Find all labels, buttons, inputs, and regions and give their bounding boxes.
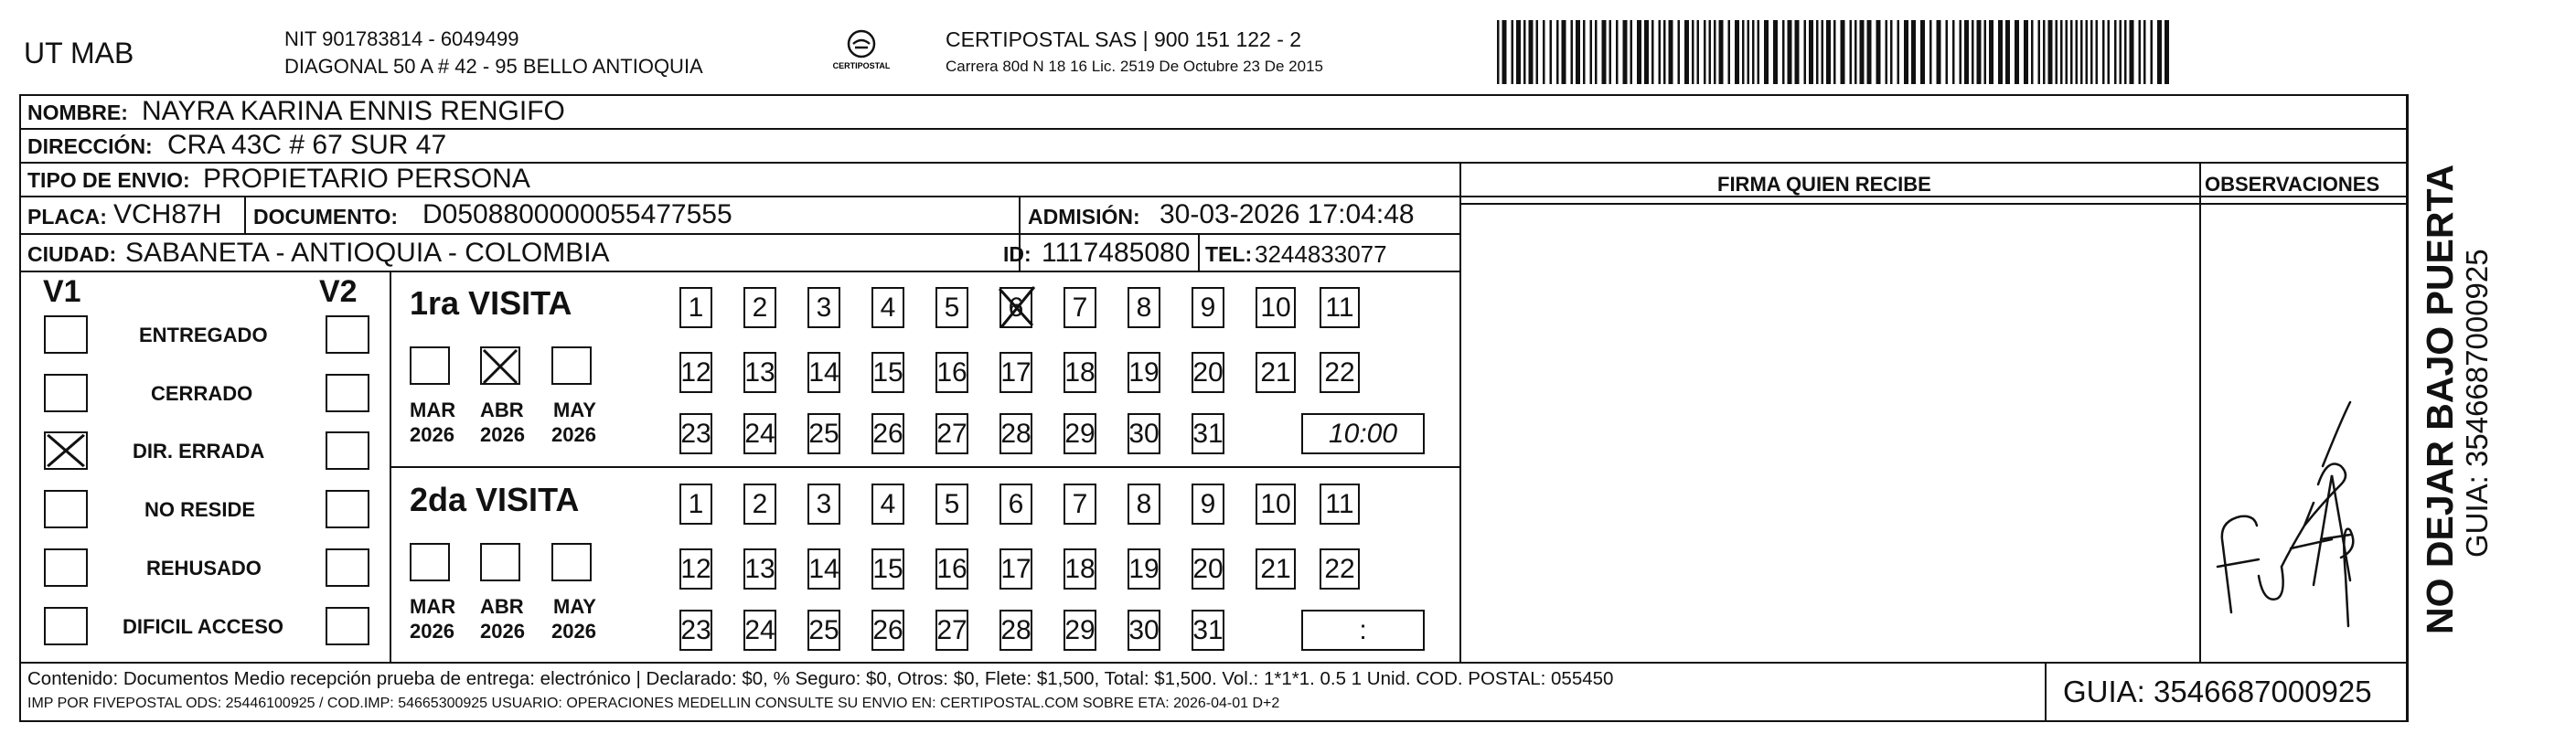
year-label: 2026 xyxy=(551,620,596,643)
v1-checkbox[interactable] xyxy=(44,490,88,528)
day-checkbox[interactable]: 4 xyxy=(871,484,904,525)
day-checkbox[interactable]: 18 xyxy=(1064,548,1096,590)
direccion-value: CRA 43C # 67 SUR 47 xyxy=(167,130,447,160)
day-checkbox[interactable]: 30 xyxy=(1128,413,1160,454)
day-checkbox[interactable]: 1 xyxy=(679,287,712,328)
tipo-envio-label: TIPO DE ENVIO: xyxy=(27,168,190,192)
day-checkbox[interactable]: 20 xyxy=(1192,548,1224,590)
day-checkbox[interactable]: 28 xyxy=(999,413,1032,454)
day-checkbox[interactable]: 2 xyxy=(743,287,776,328)
v2-checkbox[interactable] xyxy=(326,548,369,587)
nombre-value: NAYRA KARINA ENNIS RENGIFO xyxy=(142,96,565,126)
side-guia: GUIA: 3546687000925 xyxy=(2460,249,2494,558)
day-checkbox[interactable]: 8 xyxy=(1128,287,1160,328)
status-label: ENTREGADO xyxy=(139,324,268,346)
day-cross-mark xyxy=(996,283,1038,331)
day-checkbox[interactable]: 6 xyxy=(999,484,1032,525)
v2-checkbox[interactable] xyxy=(326,315,369,354)
day-checkbox[interactable]: 13 xyxy=(743,548,776,590)
ciudad-value: SABANETA - ANTIOQUIA - COLOMBIA xyxy=(125,238,610,268)
month-label: MAR xyxy=(410,399,456,421)
year-label: 2026 xyxy=(551,423,596,446)
nombre-label: NOMBRE: xyxy=(27,101,128,124)
v1-checkbox[interactable] xyxy=(44,607,88,645)
tel-value: 3244833077 xyxy=(1255,240,1387,268)
month-label: MAR xyxy=(410,595,456,618)
company-nit: NIT 901783814 - 6049499 xyxy=(284,27,519,50)
day-checkbox[interactable]: 25 xyxy=(807,413,840,454)
day-checkbox[interactable]: 15 xyxy=(871,352,904,393)
month-label: MAY xyxy=(553,595,596,618)
day-checkbox[interactable]: 8 xyxy=(1128,484,1160,525)
day-checkbox[interactable]: 12 xyxy=(679,352,712,393)
day-checkbox[interactable]: 3 xyxy=(807,484,840,525)
month-label: MAY xyxy=(553,399,596,421)
certipostal-logo xyxy=(818,27,905,75)
placa-label: PLACA: xyxy=(27,205,107,229)
v1-checkbox[interactable] xyxy=(44,315,88,354)
id-value: 1117485080 xyxy=(1042,238,1191,268)
day-checkbox[interactable]: 15 xyxy=(871,548,904,590)
day-checkbox[interactable]: 9 xyxy=(1192,287,1224,328)
barcode xyxy=(1497,20,2179,84)
day-checkbox[interactable]: 14 xyxy=(807,548,840,590)
day-checkbox[interactable]: 25 xyxy=(807,610,840,651)
day-checkbox[interactable]: 6 xyxy=(999,287,1032,328)
svg-text:CERTIPOSTAL: CERTIPOSTAL xyxy=(832,61,891,70)
day-checkbox[interactable]: 20 xyxy=(1192,352,1224,393)
v2-checkbox[interactable] xyxy=(326,431,369,470)
observaciones-header: OBSERVACIONES xyxy=(2205,173,2380,196)
day-checkbox[interactable]: 9 xyxy=(1192,484,1224,525)
month-checkbox[interactable] xyxy=(480,543,520,581)
footer-guia: GUIA: 3546687000925 xyxy=(2063,675,2372,708)
day-checkbox[interactable]: 11 xyxy=(1320,287,1360,328)
carrier-license: Carrera 80d N 18 16 Lic. 2519 De Octubre 23 De 2015 xyxy=(946,58,1323,75)
day-checkbox[interactable]: 5 xyxy=(935,484,968,525)
direccion-label: DIRECCIÓN: xyxy=(27,134,153,158)
year-label: 2026 xyxy=(410,620,454,643)
ciudad-label: CIUDAD: xyxy=(27,242,117,266)
day-checkbox[interactable]: 29 xyxy=(1064,413,1096,454)
day-checkbox[interactable]: 7 xyxy=(1064,287,1096,328)
tipo-envio-value: PROPIETARIO PERSONA xyxy=(203,164,530,194)
day-checkbox[interactable]: 27 xyxy=(935,610,968,651)
status-label: REHUSADO xyxy=(146,557,262,580)
month-checkbox[interactable] xyxy=(551,543,592,581)
day-checkbox[interactable]: 13 xyxy=(743,352,776,393)
visit-time-field[interactable]: : xyxy=(1301,610,1425,651)
day-checkbox[interactable]: 2 xyxy=(743,484,776,525)
company-address: DIAGONAL 50 A # 42 - 95 BELLO ANTIOQUIA xyxy=(284,55,703,78)
day-checkbox[interactable]: 1 xyxy=(679,484,712,525)
month-checkbox[interactable] xyxy=(410,346,450,385)
month-checkbox[interactable] xyxy=(551,346,592,385)
day-checkbox[interactable]: 30 xyxy=(1128,610,1160,651)
day-checkbox[interactable]: 21 xyxy=(1256,352,1296,393)
visit-title: 2da VISITA xyxy=(410,481,580,518)
day-checkbox[interactable]: 16 xyxy=(935,352,968,393)
day-checkbox[interactable]: 21 xyxy=(1256,548,1296,590)
handwritten-observation xyxy=(2204,366,2368,631)
v2-checkbox[interactable] xyxy=(326,490,369,528)
visit-title: 1ra VISITA xyxy=(410,284,572,322)
day-checkbox[interactable]: 22 xyxy=(1320,548,1360,590)
v1-checkbox[interactable] xyxy=(44,431,88,470)
day-checkbox[interactable]: 23 xyxy=(679,413,712,454)
v2-checkbox[interactable] xyxy=(326,607,369,645)
day-checkbox[interactable]: 23 xyxy=(679,610,712,651)
carrier-name: CERTIPOSTAL SAS | 900 151 122 - 2 xyxy=(946,27,1302,51)
day-checkbox[interactable]: 10 xyxy=(1256,287,1296,328)
day-checkbox[interactable]: 28 xyxy=(999,610,1032,651)
day-checkbox[interactable]: 31 xyxy=(1192,413,1224,454)
footer-imp: IMP POR FIVEPOSTAL ODS: 25446100925 / COD.IMP: 54665300925 USUARIO: OPERACIONES MEDELLIN CONSULTE SU ENVIO EN: CERTIPOSTAL.COM SOBRE ETA: 2026-04-01 D+2 xyxy=(27,696,1280,711)
id-label: ID: xyxy=(1003,242,1031,266)
day-checkbox[interactable]: 18 xyxy=(1064,352,1096,393)
documento-label: DOCUMENTO: xyxy=(253,205,399,229)
day-checkbox[interactable]: 27 xyxy=(935,413,968,454)
day-checkbox[interactable]: 14 xyxy=(807,352,840,393)
month-label: ABR xyxy=(480,595,524,618)
footer-content: Contenido: Documentos Medio recepción prueba de entrega: electrónico | Declarado: $0, % Seguro: $0, Otros: $0, Flete: $1,500, Total: $1,500. Vol.: 1*1*1. 0.5 1 Unid. COD. POSTAL: 055450 xyxy=(27,668,1614,689)
company-name: UT MAB xyxy=(24,37,134,69)
day-checkbox[interactable]: 12 xyxy=(679,548,712,590)
day-checkbox[interactable]: 17 xyxy=(999,548,1032,590)
status-label: DIR. ERRADA xyxy=(133,440,265,463)
no-dejar-warning: NO DEJAR BAJO PUERTA xyxy=(2419,164,2461,634)
day-checkbox[interactable]: 26 xyxy=(871,413,904,454)
year-label: 2026 xyxy=(480,620,525,643)
v2-checkbox[interactable] xyxy=(326,374,369,412)
day-checkbox[interactable]: 24 xyxy=(743,610,776,651)
status-label: DIFICIL ACCESO xyxy=(123,615,284,638)
day-checkbox[interactable]: 19 xyxy=(1128,548,1160,590)
day-checkbox[interactable]: 7 xyxy=(1064,484,1096,525)
day-checkbox[interactable]: 3 xyxy=(807,287,840,328)
day-checkbox[interactable]: 19 xyxy=(1128,352,1160,393)
year-label: 2026 xyxy=(480,423,525,446)
v1-checkbox[interactable] xyxy=(44,374,88,412)
day-checkbox[interactable]: 5 xyxy=(935,287,968,328)
day-checkbox[interactable]: 29 xyxy=(1064,610,1096,651)
day-checkbox[interactable]: 10 xyxy=(1256,484,1296,525)
month-label: ABR xyxy=(480,399,524,421)
day-checkbox[interactable]: 22 xyxy=(1320,352,1360,393)
day-checkbox[interactable]: 17 xyxy=(999,352,1032,393)
day-checkbox[interactable]: 16 xyxy=(935,548,968,590)
status-label: NO RESIDE xyxy=(144,498,256,521)
month-checkbox[interactable] xyxy=(480,346,520,385)
day-checkbox[interactable]: 26 xyxy=(871,610,904,651)
day-checkbox[interactable]: 11 xyxy=(1320,484,1360,525)
v2-header: V2 xyxy=(319,274,358,309)
day-checkbox[interactable]: 24 xyxy=(743,413,776,454)
day-checkbox[interactable]: 4 xyxy=(871,287,904,328)
v1-header: V1 xyxy=(43,274,81,309)
firma-header: FIRMA QUIEN RECIBE xyxy=(1717,173,1931,196)
tel-label: TEL: xyxy=(1205,242,1253,266)
placa-value: VCH87H xyxy=(113,199,222,229)
day-checkbox[interactable]: 31 xyxy=(1192,610,1224,651)
admision-label: ADMISIÓN: xyxy=(1028,205,1140,229)
year-label: 2026 xyxy=(410,423,454,446)
status-label: CERRADO xyxy=(151,382,253,405)
documento-value: D0508800000055477555 xyxy=(422,199,732,229)
v1-checkbox[interactable] xyxy=(44,548,88,587)
visit-time-field[interactable]: 10:00 xyxy=(1301,413,1425,454)
admision-value: 30-03-2026 17:04:48 xyxy=(1160,199,1415,229)
side-text xyxy=(2419,99,2494,634)
month-checkbox[interactable] xyxy=(410,543,450,581)
